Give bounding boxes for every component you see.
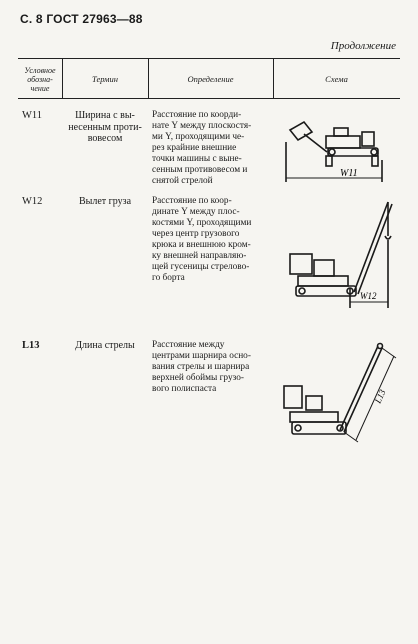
col-header-code xyxy=(18,66,62,93)
scheme-width-w11 xyxy=(282,108,400,188)
col-header-code-line: обозна- xyxy=(27,75,53,84)
row-definition xyxy=(152,340,270,395)
definition-line: рез крайние внешние xyxy=(152,143,237,153)
row-definition xyxy=(152,110,270,187)
scheme-load-reach-w12 xyxy=(284,196,400,314)
definition-line: го борта xyxy=(152,273,185,283)
table-header-rule xyxy=(18,98,400,99)
table-top-rule xyxy=(18,58,400,59)
definition-line: через центр грузового xyxy=(152,229,240,239)
term-line: Длина стрелы xyxy=(75,340,135,351)
row-term xyxy=(64,340,146,352)
col-header-term: Термин xyxy=(92,74,118,84)
definition-line: Расстояние по коор- xyxy=(152,196,232,206)
definition-line: сенным противовесом и xyxy=(152,165,248,175)
page-header: С. 8 ГОСТ 27963—88 xyxy=(20,12,143,26)
definition-line: вого полиспаста xyxy=(152,384,217,394)
row-code: W11 xyxy=(22,110,43,121)
row-definition xyxy=(152,196,270,284)
definition-line: снятой стрелой xyxy=(152,176,213,186)
definition-line: крюка и внешнюю кром- xyxy=(152,240,251,250)
definition-line: ку внешней направляю- xyxy=(152,251,247,261)
row-term xyxy=(64,110,146,145)
definition-line: динате Y между плос- xyxy=(152,207,240,217)
dimension-label: W11 xyxy=(340,168,358,179)
col-header-definition: Определение xyxy=(187,74,234,84)
dimension-label: W12 xyxy=(360,291,377,301)
definition-line: вания стрелы и шарнира xyxy=(152,362,250,372)
continuation-label: Продолжение xyxy=(330,40,396,52)
col-header-code-line: чение xyxy=(30,84,50,93)
definition-line: Расстояние между xyxy=(152,340,225,350)
term-line: Вылет груза xyxy=(78,196,132,207)
definition-line: щей гусеницы стрелово- xyxy=(152,262,250,272)
row-term xyxy=(64,196,146,208)
definition-line: ми Y, проходящими че- xyxy=(152,132,245,142)
term-line: несенным проти- xyxy=(68,121,142,133)
row-code: L13 xyxy=(22,340,40,351)
row-code: W12 xyxy=(22,196,43,207)
definition-line: нате Y между плоскостя- xyxy=(152,121,252,131)
definition-line: Расстояние по коорди- xyxy=(152,110,242,120)
definition-line: костями Y, проходящими xyxy=(152,218,252,228)
term-line: Ширина с вы- xyxy=(75,110,135,121)
term-line: вовесом xyxy=(87,133,123,144)
col-header-scheme: Схема xyxy=(325,74,348,84)
definition-line: точки машины с выне- xyxy=(152,154,242,164)
definition-line: верхней обоймы грузо- xyxy=(152,373,244,383)
scheme-boom-length-l13 xyxy=(282,336,400,454)
definition-line: центрами шарнира осно- xyxy=(152,351,251,361)
dimension-label: L13 xyxy=(372,387,388,405)
col-header-code-line: Условное xyxy=(24,66,56,75)
